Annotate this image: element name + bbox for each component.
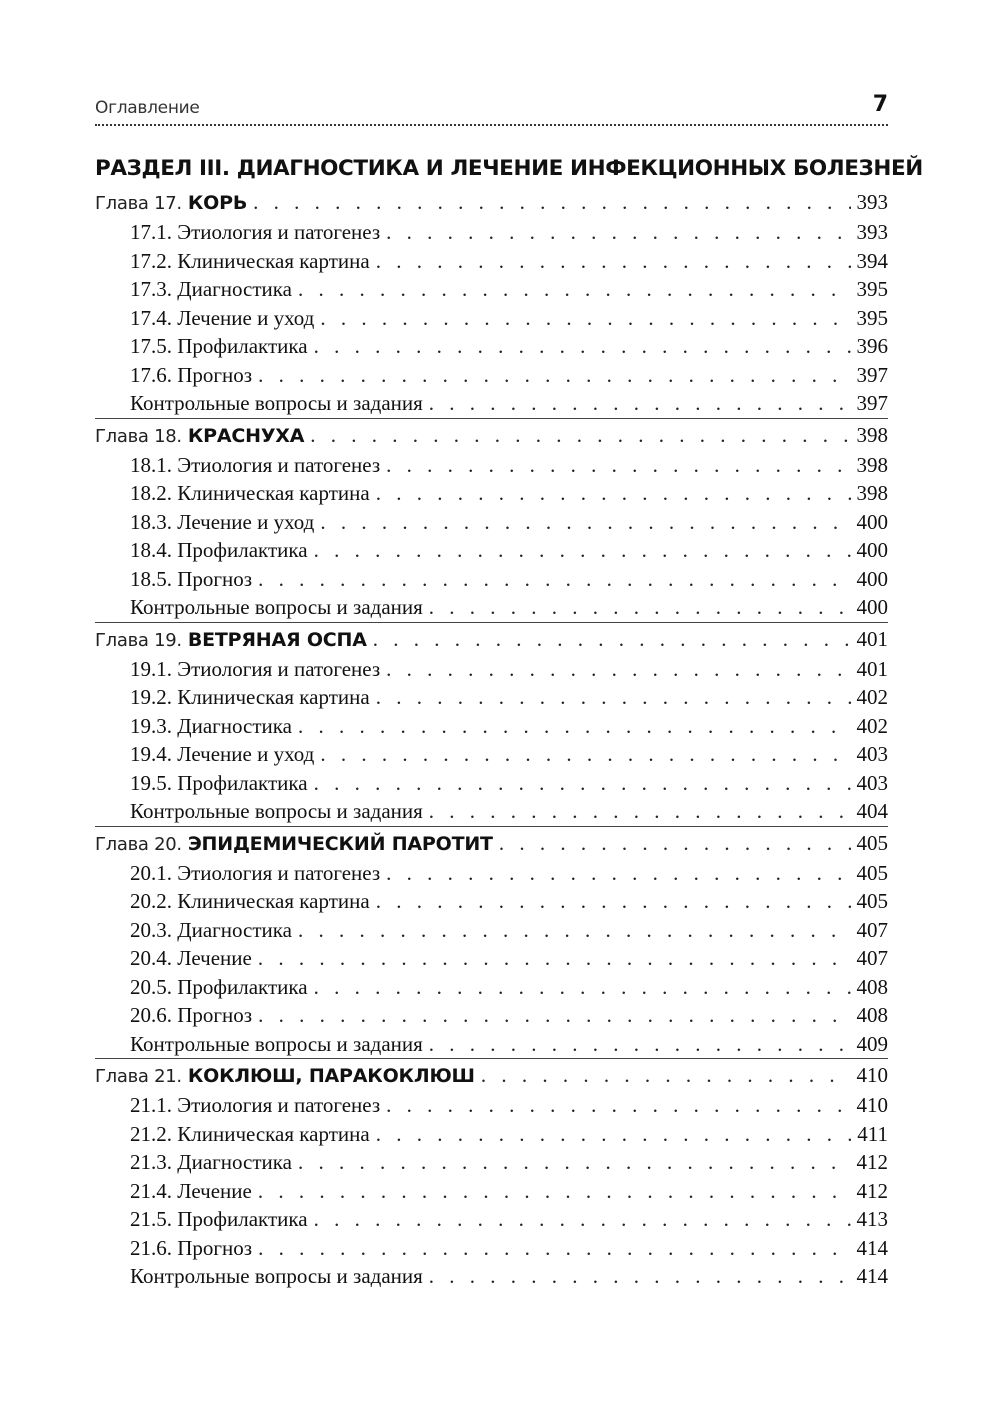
toc-entry[interactable] bbox=[95, 389, 888, 418]
toc-entry[interactable] bbox=[95, 740, 888, 769]
chapter-label: Глава 19. bbox=[95, 629, 182, 651]
toc-entry[interactable] bbox=[95, 1148, 888, 1177]
dot-leader bbox=[320, 740, 850, 769]
dot-leader bbox=[298, 712, 851, 741]
toc-entry[interactable] bbox=[95, 1091, 888, 1120]
dot-leader bbox=[429, 1030, 851, 1059]
running-header bbox=[95, 90, 888, 132]
toc-entry[interactable] bbox=[95, 218, 888, 247]
chapter-label: Глава 17. bbox=[95, 193, 182, 214]
dot-leader bbox=[386, 859, 850, 888]
entry-title: 20.6. Прогноз bbox=[130, 1003, 253, 1027]
chapter-label: Глава 18. bbox=[95, 425, 182, 447]
toc-entry[interactable] bbox=[95, 536, 888, 565]
dot-leader bbox=[386, 451, 850, 480]
entry-page-number: 407 bbox=[856, 917, 888, 942]
entry-title: 21.3. Диагностика bbox=[130, 1150, 292, 1174]
entry-title: Контрольные вопросы и задания bbox=[130, 391, 423, 415]
entry-page-number: 405 bbox=[856, 889, 888, 913]
toc-entry[interactable] bbox=[95, 451, 888, 480]
dot-leader bbox=[314, 536, 851, 565]
chapter-block bbox=[95, 419, 888, 623]
entry-title: 21.2. Клиническая картина bbox=[130, 1121, 370, 1146]
dot-leader bbox=[376, 683, 851, 712]
entry-page-number: 404 bbox=[856, 799, 888, 823]
entry-page-number: 409 bbox=[856, 1031, 888, 1056]
chapter-block bbox=[95, 827, 888, 1060]
entry-title: 19.2. Клиническая картина bbox=[130, 685, 370, 709]
entry-page-number: 393 bbox=[856, 220, 888, 244]
dot-leader bbox=[298, 275, 851, 304]
chapter-label: Глава 20. bbox=[95, 833, 182, 855]
toc-entry[interactable] bbox=[95, 973, 888, 1002]
entry-page-number: 395 bbox=[856, 305, 888, 330]
entry-title: 18.3. Лечение и уход bbox=[130, 509, 315, 534]
entry-title: 19.5. Профилактика bbox=[130, 770, 308, 795]
entry-title: 20.2. Клиническая картина bbox=[130, 889, 370, 913]
dot-leader bbox=[429, 797, 851, 826]
toc-entry[interactable] bbox=[95, 769, 888, 798]
entry-title: 18.5. Прогноз bbox=[130, 566, 253, 591]
running-title: Оглавление bbox=[95, 98, 200, 118]
chapter-page-number: 398 bbox=[856, 422, 888, 447]
toc-entry[interactable] bbox=[95, 275, 888, 304]
toc-entry[interactable] bbox=[95, 1001, 888, 1030]
entry-title: 19.3. Диагностика bbox=[130, 713, 292, 738]
toc-entry[interactable] bbox=[95, 1030, 888, 1059]
dot-leader bbox=[298, 1148, 851, 1177]
dot-leader bbox=[376, 887, 851, 916]
dot-leader bbox=[373, 623, 851, 655]
toc-chapter-entry[interactable] bbox=[95, 1059, 888, 1091]
entry-page-number: 408 bbox=[856, 974, 888, 999]
dot-leader bbox=[298, 916, 851, 945]
toc-entry[interactable] bbox=[95, 1205, 888, 1234]
dot-leader bbox=[253, 186, 850, 218]
entry-title: 17.5. Профилактика bbox=[130, 334, 308, 358]
entry-page-number: 405 bbox=[856, 860, 888, 885]
dot-leader bbox=[429, 593, 851, 622]
toc-entry[interactable] bbox=[95, 593, 888, 622]
toc-chapter-entry[interactable] bbox=[95, 186, 888, 218]
entry-title: 21.5. Профилактика bbox=[130, 1207, 308, 1231]
dot-leader bbox=[258, 565, 850, 594]
entry-page-number: 395 bbox=[856, 277, 888, 301]
dot-leader bbox=[258, 1177, 851, 1206]
page-number: 7 bbox=[872, 92, 888, 117]
dot-leader bbox=[314, 769, 851, 798]
dot-leader bbox=[310, 419, 850, 451]
entry-title: 17.3. Диагностика bbox=[130, 277, 292, 301]
entry-page-number: 401 bbox=[856, 656, 888, 681]
toc-entry[interactable] bbox=[95, 944, 888, 973]
entry-page-number: 396 bbox=[856, 334, 888, 358]
toc-entry[interactable] bbox=[95, 859, 888, 888]
dot-leader bbox=[258, 944, 851, 973]
entry-page-number: 412 bbox=[856, 1150, 888, 1174]
dot-leader bbox=[258, 1234, 850, 1263]
entry-page-number: 400 bbox=[856, 538, 888, 562]
toc-entry[interactable] bbox=[95, 304, 888, 333]
entry-title: Контрольные вопросы и задания bbox=[130, 1264, 423, 1288]
entry-page-number: 398 bbox=[856, 452, 888, 477]
dot-leader bbox=[376, 479, 851, 508]
entry-title: 18.4. Профилактика bbox=[130, 538, 308, 562]
entry-title: 21.1. Этиология и патогенез bbox=[130, 1093, 381, 1117]
toc-entry[interactable] bbox=[95, 655, 888, 684]
entry-page-number: 397 bbox=[856, 391, 888, 415]
toc-entry[interactable] bbox=[95, 565, 888, 594]
header-dotted-rule bbox=[95, 124, 888, 126]
chapter-block bbox=[95, 1059, 888, 1291]
dot-leader bbox=[386, 218, 850, 247]
toc-entry[interactable] bbox=[95, 1234, 888, 1263]
toc-list bbox=[95, 186, 888, 1291]
dot-leader bbox=[258, 361, 850, 390]
dot-leader bbox=[314, 1205, 851, 1234]
entry-page-number: 413 bbox=[856, 1207, 888, 1231]
entry-title: 17.4. Лечение и уход bbox=[130, 305, 315, 330]
entry-title: 20.5. Профилактика bbox=[130, 974, 308, 999]
chapter-title: ЭПИДЕМИЧЕСКИЙ ПАРОТИТ bbox=[187, 832, 493, 855]
entry-page-number: 400 bbox=[856, 566, 888, 591]
toc-entry[interactable] bbox=[95, 332, 888, 361]
dot-leader bbox=[314, 332, 851, 361]
entry-title: 17.1. Этиология и патогенез bbox=[130, 220, 381, 244]
chapter-page-number: 405 bbox=[856, 830, 888, 855]
chapter-page-number: 393 bbox=[856, 190, 888, 214]
chapter-label: Глава 21. bbox=[95, 1066, 182, 1087]
entry-title: Контрольные вопросы и задания bbox=[130, 799, 423, 823]
chapter-title: КОКЛЮШ, ПАРАКОКЛЮШ bbox=[187, 1065, 475, 1087]
dot-leader bbox=[499, 827, 851, 859]
entry-page-number: 400 bbox=[856, 595, 888, 619]
entry-title: 18.1. Этиология и патогенез bbox=[130, 452, 381, 477]
toc-entry[interactable] bbox=[95, 683, 888, 712]
dot-leader bbox=[314, 973, 851, 1002]
entry-page-number: 410 bbox=[856, 1093, 888, 1117]
entry-title: 17.2. Клиническая картина bbox=[130, 248, 370, 273]
toc-chapter-entry[interactable] bbox=[95, 827, 888, 859]
entry-page-number: 414 bbox=[856, 1235, 888, 1260]
entry-page-number: 403 bbox=[856, 742, 888, 766]
entry-title: 20.1. Этиология и патогенез bbox=[130, 860, 381, 885]
dot-leader bbox=[376, 247, 851, 276]
entry-page-number: 402 bbox=[856, 685, 888, 709]
toc-entry[interactable] bbox=[95, 508, 888, 537]
entry-title: Контрольные вопросы и задания bbox=[130, 595, 423, 619]
toc-page bbox=[95, 90, 923, 1291]
entry-page-number: 414 bbox=[856, 1264, 888, 1288]
chapter-title: КОРЬ bbox=[187, 192, 248, 214]
entry-page-number: 400 bbox=[856, 509, 888, 534]
chapter-title: ВЕТРЯНАЯ ОСПА bbox=[187, 628, 367, 651]
toc-entry[interactable] bbox=[95, 361, 888, 390]
chapter-page-number: 410 bbox=[856, 1063, 888, 1087]
dot-leader bbox=[481, 1059, 851, 1091]
entry-page-number: 403 bbox=[856, 770, 888, 795]
chapter-page-number: 401 bbox=[856, 626, 888, 651]
entry-title: 21.4. Лечение bbox=[130, 1178, 252, 1203]
toc-entry[interactable] bbox=[95, 797, 888, 826]
toc-entry[interactable] bbox=[95, 247, 888, 276]
toc-entry[interactable] bbox=[95, 916, 888, 945]
chapter-block bbox=[95, 186, 888, 419]
toc-chapter-entry[interactable] bbox=[95, 623, 888, 655]
dot-leader bbox=[429, 389, 851, 418]
entry-page-number: 412 bbox=[856, 1178, 888, 1203]
entry-page-number: 398 bbox=[856, 481, 888, 505]
dot-leader bbox=[320, 508, 850, 537]
entry-page-number: 411 bbox=[857, 1121, 888, 1146]
entry-title: 19.4. Лечение и уход bbox=[130, 742, 315, 766]
entry-title: 17.6. Прогноз bbox=[130, 362, 253, 387]
chapter-block bbox=[95, 623, 888, 827]
entry-page-number: 397 bbox=[856, 362, 888, 387]
dot-leader bbox=[386, 655, 850, 684]
dot-leader bbox=[376, 1120, 852, 1149]
entry-title: Контрольные вопросы и задания bbox=[130, 1031, 423, 1056]
entry-title: 20.4. Лечение bbox=[130, 946, 252, 970]
entry-title: 21.6. Прогноз bbox=[130, 1235, 253, 1260]
toc-entry[interactable] bbox=[95, 712, 888, 741]
entry-page-number: 407 bbox=[856, 946, 888, 970]
toc-chapter-entry[interactable] bbox=[95, 419, 888, 451]
dot-leader bbox=[258, 1001, 850, 1030]
dot-leader bbox=[429, 1262, 851, 1291]
toc-entry[interactable] bbox=[95, 1177, 888, 1206]
entry-page-number: 402 bbox=[856, 713, 888, 738]
toc-entry[interactable] bbox=[95, 1262, 888, 1291]
entry-title: 20.3. Диагностика bbox=[130, 917, 292, 942]
entry-title: 18.2. Клиническая картина bbox=[130, 481, 370, 505]
dot-leader bbox=[386, 1091, 850, 1120]
entry-title: 19.1. Этиология и патогенез bbox=[130, 656, 381, 681]
toc-entry[interactable] bbox=[95, 1120, 888, 1149]
dot-leader bbox=[320, 304, 850, 333]
entry-page-number: 408 bbox=[856, 1003, 888, 1027]
chapter-title: КРАСНУХА bbox=[187, 424, 305, 447]
toc-entry[interactable] bbox=[95, 887, 888, 916]
entry-page-number: 394 bbox=[856, 248, 888, 273]
section-title: РАЗДЕЛ III. ДИАГНОСТИКА И ЛЕЧЕНИЕ ИНФЕКЦИОННЫХ БОЛЕЗНЕЙ bbox=[95, 156, 923, 181]
toc-entry[interactable] bbox=[95, 479, 888, 508]
